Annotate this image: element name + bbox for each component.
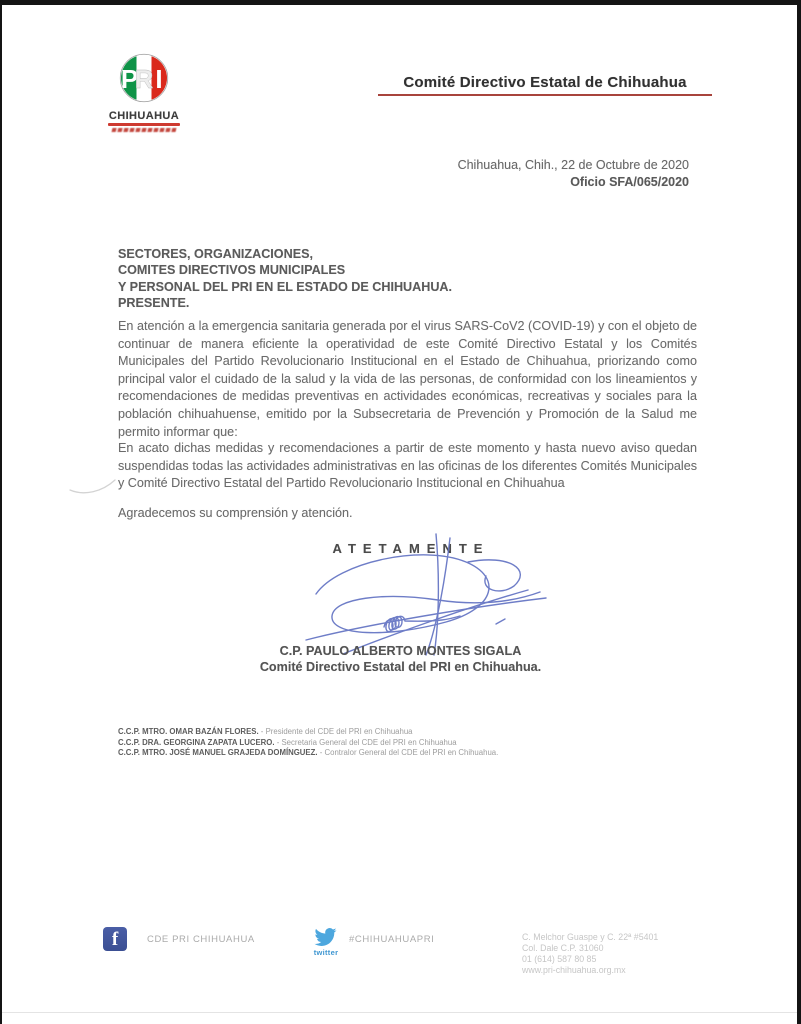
- dateline-block: [458, 157, 689, 190]
- cc-entry: [118, 738, 498, 749]
- signer-organization: Comité Directivo Estatal del PRI en Chihuahua.: [259, 660, 542, 675]
- pri-letter-i: I: [155, 64, 163, 94]
- recipient-line: Y PERSONAL DEL PRI EN EL ESTADO DE CHIHUAHUA.: [118, 279, 453, 294]
- cc-list: [118, 727, 498, 759]
- recipient-line: PRESENTE.: [118, 296, 190, 311]
- signer-name: C.P. PAULO ALBERTO MONTES SIGALA: [279, 644, 522, 658]
- logo-red-underline: [108, 123, 180, 126]
- twitter-hashtag: #CHIHUAHUAPRI: [349, 934, 435, 945]
- recipient-block: [118, 246, 452, 312]
- cc-role: - Contralor General del CDE del PRI en Chihuahua.: [317, 748, 499, 758]
- cc-name: C.C.P. DRA. GEORGINA ZAPATA LUCERO.: [118, 737, 275, 747]
- cc-entry: [118, 727, 498, 738]
- pri-letter-r: R: [134, 64, 154, 94]
- pri-letter-p: P: [120, 64, 139, 94]
- scan-edge-left: [0, 0, 2, 1024]
- pri-chihuahua-logo: [102, 52, 186, 132]
- recipient-line: SECTORES, ORGANIZACIONES,: [118, 247, 313, 261]
- oficio-number: Oficio SFA/065/2020: [570, 174, 689, 189]
- cc-role: - Presidente del CDE del PRI en Chihuahua: [258, 727, 413, 736]
- body-paragraph-2: En acato dichas medidas y recomendaciones a partir de este momento y hasta nuevo aviso quedan suspendidas todas las actividades administrativas en las oficinas de los diferentes Comités Municipales y Comité Directivo Estatal del Partido Revolucionario Institucional en Chihuahua: [118, 441, 697, 491]
- pri-emblem-icon: [119, 52, 169, 104]
- scan-edge-bottom: [2, 1012, 797, 1013]
- body-paragraph-1: En atención a la emergencia sanitaria generada por el virus SARS-CoV2 (COVID-19) y con el objeto de continuar de manera eficiente la operatividad de este Comité Directivo Estatal y los Comités Municipales del Partido Revolucionario Institucional en el Estado de Chihuahua, priorizando como principal valor el cuidado de la salud y la vida de las personas, de conformidad con los lineamientos y recomendaciones de medidas preventivas en actividades económicas, recreativas y sociales para la población chihuahuense, emitido por la Subsecretaria de Prevención y Promoción de la Salud me permito informar que:: [118, 319, 697, 439]
- cc-role: - Secretaria General del CDE del PRI en Chihuahua: [274, 737, 457, 747]
- scan-edge-top: [0, 0, 801, 5]
- twitter-wordmark: twitter: [313, 948, 339, 957]
- logo-region-name: CHIHUAHUA: [108, 110, 180, 122]
- cc-entry: [118, 748, 498, 759]
- footer-address-block: [522, 932, 658, 976]
- twitter-bird-icon: [312, 926, 339, 948]
- body-paragraph-3: Agradecemos su comprensión y atención.: [118, 506, 353, 520]
- facebook-handle: CDE PRI CHIHUAHUA: [147, 934, 255, 945]
- scan-edge-right: [797, 0, 801, 1024]
- facebook-icon: f: [103, 927, 127, 951]
- recipient-line: COMITES DIRECTIVOS MUNICIPALES: [118, 263, 346, 278]
- salutation-atentamente: ATETAMENTE: [332, 541, 490, 556]
- place-date: Chihuahua, Chih., 22 de Octubre de 2020: [457, 158, 689, 172]
- address-line: 01 (614) 587 80 85: [522, 954, 597, 964]
- cc-name: C.C.P. MTRO. OMAR BAZÁN FLORES.: [118, 727, 259, 736]
- cc-name: C.C.P. MTRO. JOSÉ MANUEL GRAJEDA DOMÍNGUEZ.: [118, 748, 318, 758]
- letterhead-title: Comité Directivo Estatal de Chihuahua: [378, 74, 712, 96]
- address-line: C. Melchor Guaspe y C. 22ª #5401: [522, 932, 659, 942]
- address-line: Col. Dale C.P. 31060: [522, 943, 604, 953]
- address-line: www.pri-chihuahua.org.mx: [522, 965, 626, 975]
- logo-tagline: [112, 128, 177, 132]
- signer-block: [243, 643, 558, 675]
- margin-pen-mark: [68, 477, 120, 497]
- handwritten-signature: [288, 532, 560, 658]
